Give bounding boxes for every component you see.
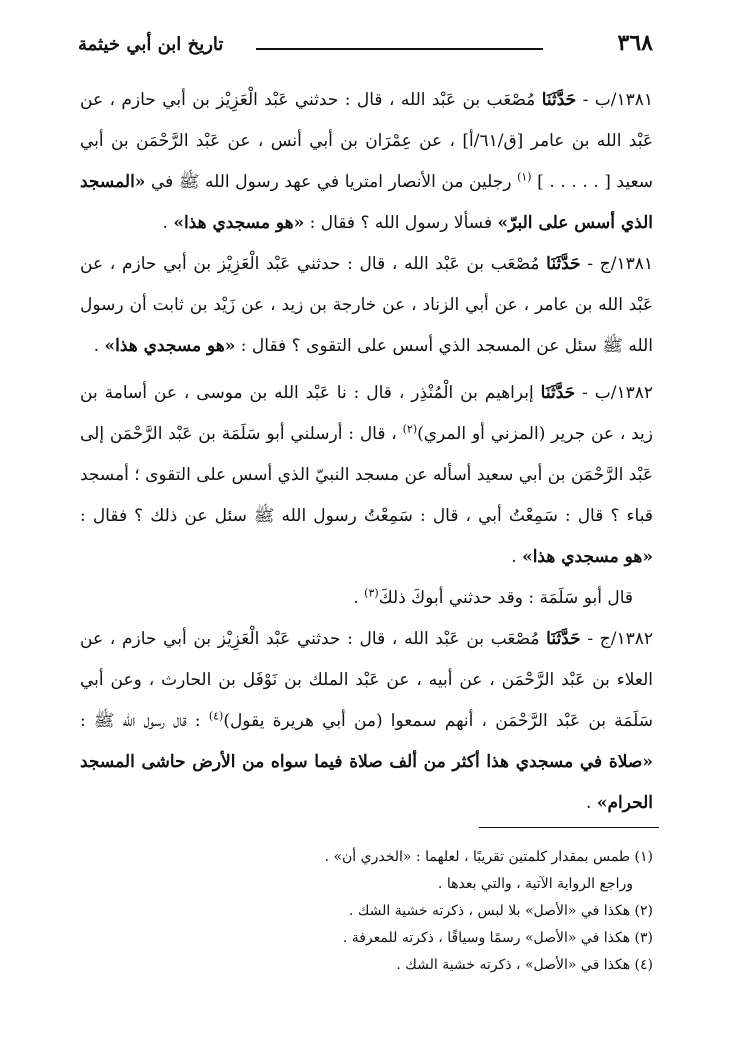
bold-quote: «هو مسجدي هذا» xyxy=(173,213,305,233)
book-title: تاريخ ابن أبي خيثمة xyxy=(78,34,224,55)
footnote-ref-3[interactable]: (٣) xyxy=(364,586,379,600)
period: . xyxy=(93,336,105,356)
footnote-separator xyxy=(479,827,659,828)
isnad-text: إبراهيم بن الْمُنْذِر ، قال : نا عَبْد الله بن موسى ، عن أسامة بن زيد ، عن جرير (المزني أو المري) xyxy=(80,383,654,444)
abu-salama-note xyxy=(80,578,653,619)
footnotes xyxy=(160,844,653,979)
page-header xyxy=(78,30,653,64)
note-text: قال أبو سَلَمَة : وقد حدثني أبوكَ ذلكَ xyxy=(378,588,633,608)
hadith-number: ١٣٨٢/ب - xyxy=(575,383,653,403)
haddathana-word: حَدَّثَنَا xyxy=(541,90,577,110)
footnote-ref-4[interactable]: (٤) xyxy=(208,709,224,723)
hadith-1382-b xyxy=(80,373,653,578)
hadith-1381-j xyxy=(80,244,653,367)
footnote-ref-1[interactable]: (١) xyxy=(517,170,532,184)
page-number: ٣٦٨ xyxy=(617,30,653,56)
footnote-1-continued: وراجع الرواية الآتية ، والتي بعدها . xyxy=(437,876,633,892)
bold-quote: «المسجد الذي أسس على البرّ» xyxy=(80,172,653,233)
isnad-text: مُصْعَب بن عَبْد الله ، قال : حدثني عَبْد الْعَزِيْز بن أبي حازم ، عن عَبْد الله بن عامر ، عن أبي الزناد ، عن خارجة بن زيد ، عن زَيْد بن ثابت أن رسول الله ﷺ سئل عن المسجد الذي أسس على التقوى ؟ فقال : xyxy=(80,254,653,356)
matn-text: ، قال : أرسلني أبو سَلَمَة بن عَبْد الرَّحْمَن إلى عَبْد الرَّحْمَن بن أبي سعيد أسأله عن مسجد النبيّ الذي أسس على التقوى ؛ أمسجد قباء ؟ قال : سَمِعْتُ أبي ، قال : سَمِعْتُ رسول الله ﷺ سئل عن ذلك ؟ فقال : xyxy=(80,424,653,526)
period: . xyxy=(353,588,365,608)
haddathana-word: حَدَّثَنَا xyxy=(540,383,576,403)
period: . xyxy=(162,213,174,233)
bold-quote: «صلاة في مسجدي هذا أكثر من ألف صلاة فيما سواه من الأرض حاشى المسجد الحرام» xyxy=(80,752,653,813)
hadith-number: ١٣٨١/ب - xyxy=(576,90,653,110)
hadith-number: ١٣٨١/ج - xyxy=(580,254,653,274)
period: . xyxy=(511,547,523,567)
footnote-4: (٤) هكذا في «الأصل» ، ذكرته خشية الشك . xyxy=(396,957,653,973)
haddathana-word: حَدَّثَنَا xyxy=(546,254,581,274)
main-text xyxy=(80,80,653,824)
matn-text: فسألا رسول الله ؟ فقال : xyxy=(304,213,498,233)
isnad-text: مُصْعَب بن عَبْد الله ، قال : حدثني عَبْد الْعَزِيْز بن أبي حازم ، عن العلاء بن عَبْد الرَّحْمَن ، عن أبيه ، عن عَبْد الملك بن نَوْفَل بن الحارث ، وعن أبي سَلَمَة بن عَبْد الرَّحْمَن ، أنهم سمعوا (من أبي هريرة يقول) xyxy=(80,629,653,731)
isnad-text: مُصْعَب بن عَبْد الله ، قال : حدثني عَبْد الْعَزِيْز بن أبي حازم ، عن عَبْد الله بن عامر [ق/٦١/أ] ، عن عِمْرَان بن أبي أنس ، عن عَبْد الرَّحْمَن بن أبي سعيد [ . . . . . ] xyxy=(80,90,654,192)
footnote-1: (١) طمس بمقدار كلمتين تقريبًا ، لعلهما : «الخدري أن» . xyxy=(324,849,653,865)
matn-text: : قال رسول الله ﷺ : xyxy=(80,711,209,731)
bold-quote: «هو مسجدي هذا» xyxy=(522,547,653,567)
hadith-1381-b xyxy=(80,80,653,244)
hadith-number: ١٣٨٢/ج - xyxy=(580,629,653,649)
header-rule xyxy=(256,48,543,50)
haddathana-word: حَدَّثَنَا xyxy=(546,629,581,649)
matn-text: رجلين من الأنصار امتريا في عهد رسول الله ﷺ في xyxy=(145,172,518,192)
footnote-ref-2[interactable]: (٢) xyxy=(402,422,418,436)
period: . xyxy=(586,793,597,813)
footnote-2: (٢) هكذا في «الأصل» بلا لبس ، ذكرته خشية الشك . xyxy=(348,903,653,919)
footnote-3: (٣) هكذا في «الأصل» رسمًا وسياقًا ، ذكرته للمعرفة . xyxy=(342,930,653,946)
bold-quote: «هو مسجدي هذا» xyxy=(104,336,236,356)
hadith-1382-j xyxy=(80,619,653,824)
